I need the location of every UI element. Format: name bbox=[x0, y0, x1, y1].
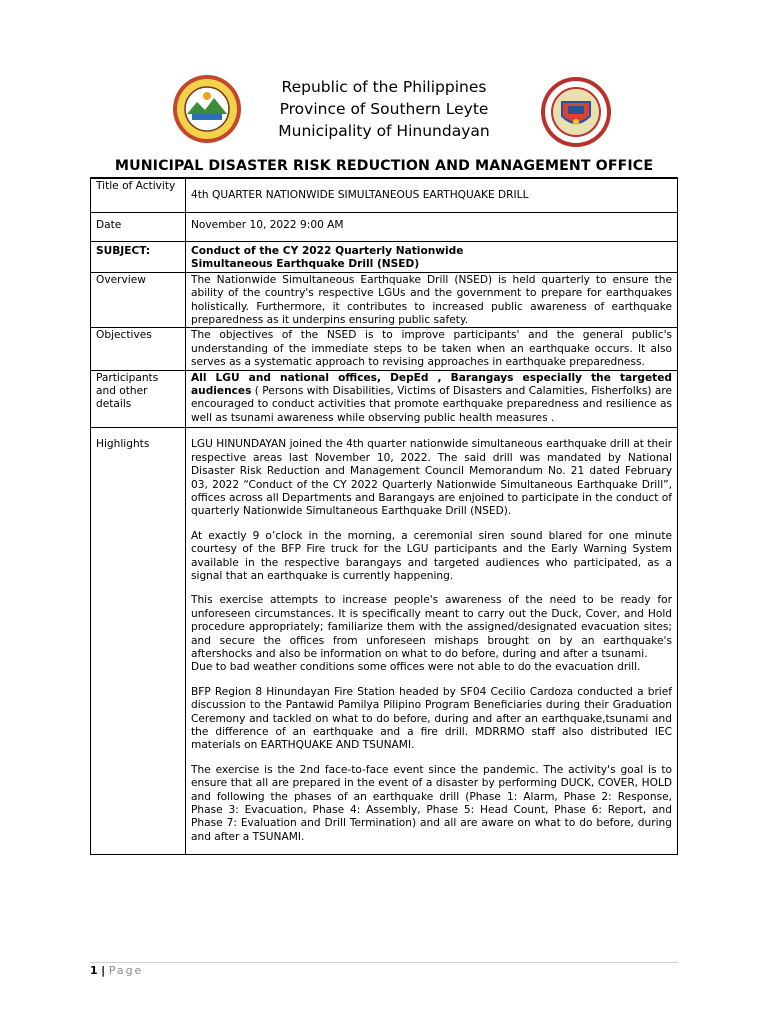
date-label: Date bbox=[91, 213, 186, 242]
highlights-value bbox=[186, 428, 678, 855]
table-row bbox=[91, 272, 678, 328]
table-row bbox=[91, 428, 678, 855]
header-province: Province of Southern Leyte bbox=[279, 100, 489, 118]
highlight-paragraph: LGU HINUNDAYAN joined the 4th quarter nationwide simultaneous earthquake drill at their respective areas last November 10, 2022. The said drill was mandated by National Disaster Risk Reduction and Management Council Memorandum No. 21 dated February 03, 2022 “Conduct of the CY 2022 Quarterly Nationwide Simultaneous Earthquake Drill”, offices across all Departments and Barangays are enjoined to participate in the conduct of quarterly Nationwide Simultaneous Earthquake Drill (NSED). bbox=[191, 438, 672, 518]
page-word: Page bbox=[108, 964, 144, 977]
subject-label: SUBJECT: bbox=[91, 242, 186, 273]
activity-report-table bbox=[90, 177, 678, 855]
objectives-label: Objectives bbox=[91, 328, 186, 370]
participants-label: Participants and other details bbox=[91, 370, 186, 428]
date-value: November 10, 2022 9:00 AM bbox=[186, 213, 678, 242]
page-number: 1 bbox=[90, 964, 98, 977]
table-row bbox=[91, 242, 678, 273]
highlights-label: Highlights bbox=[91, 428, 186, 855]
page-footer bbox=[90, 964, 143, 977]
overview-value: The Nationwide Simultaneous Earthquake Drill (NSED) is held quarterly to ensure the ability of the country's respective LGUs and the government to prepare for earthquakes holistically. Furthermore, it contributes to increased public awareness of earthquake preparedness as it underpins ensuring public safety. bbox=[186, 272, 678, 328]
table-row bbox=[91, 178, 678, 213]
footer-divider bbox=[90, 962, 678, 963]
table-row bbox=[91, 213, 678, 242]
subject-value: Conduct of the CY 2022 Quarterly Nationwide Simultaneous Earthquake Drill (NSED) bbox=[186, 242, 678, 273]
participants-rest-text: ( Persons with Disabilities, Victims of Disasters and Calamities, Fisherfolks) are encouraged to conduct activities that promote earthquake preparedness and resilience as well as tsunami awareness while observing public health measures . bbox=[191, 385, 672, 424]
objectives-value: The objectives of the NSED is to improve participants' and the general public's understanding of the immediate steps to be taken when an earthquake occurs. It also serves as a systematic approach to revising approaches in earthquake preparedness. bbox=[186, 328, 678, 370]
participants-value bbox=[186, 370, 678, 428]
table-row bbox=[91, 370, 678, 428]
office-title: MUNICIPAL DISASTER RISK REDUCTION AND MANAGEMENT OFFICE bbox=[114, 158, 654, 174]
header-municipality: Municipality of Hinundayan bbox=[278, 122, 490, 140]
title-label: Title of Activity bbox=[91, 178, 186, 213]
title-value: 4th QUARTER NATIONWIDE SIMULTANEOUS EARTHQUAKE DRILL bbox=[186, 178, 678, 213]
table-row bbox=[91, 328, 678, 370]
highlight-paragraph: This exercise attempts to increase people's awareness of the need to be ready for unforeseen circumstances. It is specifically meant to carry out the Duck, Cover, and Hold procedure appropriately; familiarize them with the assigned/designated evacuation sites; and secure the offices from unforeseen mishaps brought on by an earthquake's aftershocks and also be information on what to do before, during and after a tsunami. bbox=[191, 594, 672, 660]
page-separator: | bbox=[101, 964, 106, 977]
header-republic: Republic of the Philippines bbox=[281, 78, 487, 96]
overview-label: Overview bbox=[91, 272, 186, 328]
highlight-paragraph: BFP Region 8 Hinundayan Fire Station headed by SF04 Cecilio Cardoza conducted a brief discussion to the Pantawid Pamilya Pilipino Program Beneficiaries during their Graduation Ceremony and tackled on what to do before, during and after an earthquake,tsunami and the difference of an earthquake and a fire drill. MDRRMO staff also distributed IEC materials on EARTHQUAKE AND TSUNAMI. bbox=[191, 685, 672, 752]
highlight-paragraph: At exactly 9 o’clock in the morning, a ceremonial siren sound blared for one minute courtesy of the BFP Fire truck for the LGU participants and the Early Warning System available in the respective barangays and targeted audiences who participated, as a signal that an earthquake is currently happening. bbox=[191, 529, 672, 582]
highlight-paragraph: The exercise is the 2nd face-to-face event since the pandemic. The activity's goal is to ensure that all are prepared in the event of a disaster by performing DUCK, COVER, HOLD and following the phases of an earthquake drill (Phase 1: Alarm, Phase 2: Response, Phase 3: Evacuation, Phase 4: Assembly, Phase 5: Head Count, Phase 6: Report, and Phase 7: Evaluation and Drill Termination) and all are aware on what to do before, during and after a TSUNAMI. bbox=[191, 763, 672, 843]
participants-bold-text: All LGU and national offices, DepEd , Barangays especially the targeted audiences bbox=[191, 371, 672, 398]
highlight-paragraph: Due to bad weather conditions some offices were not able to do the evacuation drill. bbox=[191, 661, 641, 674]
